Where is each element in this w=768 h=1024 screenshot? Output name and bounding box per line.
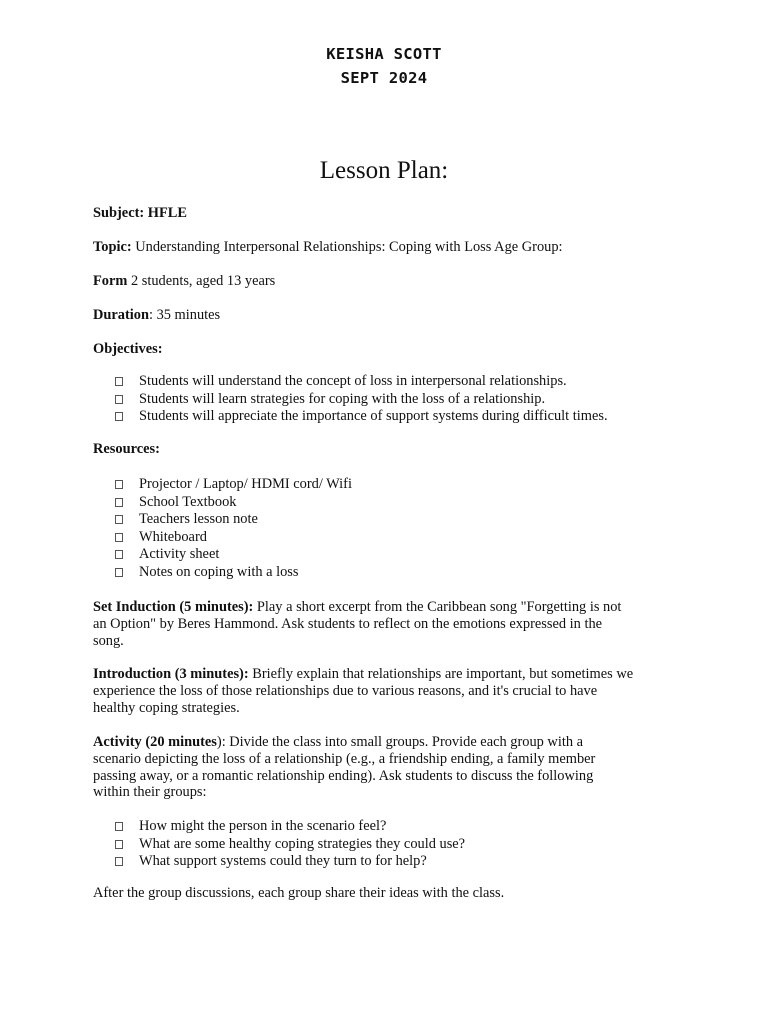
topic-label: Topic: <box>93 239 132 255</box>
resources-label: Resources: <box>93 441 160 457</box>
checkbox-bullet-icon <box>115 550 123 559</box>
form-line <box>93 273 693 290</box>
set-induction-paragraph <box>93 599 693 649</box>
checkbox-bullet-icon <box>115 480 123 489</box>
list-item <box>115 853 465 871</box>
list-item <box>115 373 608 391</box>
resources-heading <box>93 441 693 458</box>
form-label: Form <box>93 273 128 289</box>
list-item-text: How might the person in the scenario feel? <box>139 818 387 834</box>
checkbox-bullet-icon <box>115 857 123 866</box>
checkbox-bullet-icon <box>115 840 123 849</box>
list-item-text: Teachers lesson note <box>139 511 258 527</box>
duration-text: : 35 minutes <box>148 307 221 323</box>
activity-label: Activity (20 minutes <box>93 734 217 750</box>
paragraph-line: song. <box>93 632 124 649</box>
author-name: KEISHA SCOTT <box>326 45 442 63</box>
introduction-label: Introduction (3 minutes): <box>93 666 249 682</box>
paragraph-text: Briefly explain that relationships are important, but sometimes we <box>248 666 634 682</box>
list-item-text: Activity sheet <box>139 546 220 562</box>
list-item <box>115 476 352 494</box>
list-item-text: What are some healthy coping strategies they could use? <box>139 835 466 852</box>
objectives-label: Objectives: <box>93 341 163 357</box>
duration-label: Duration <box>93 307 149 323</box>
checkbox-bullet-icon <box>115 412 123 421</box>
list-item-text: Students will learn strategies for coping with the loss of a relationship. <box>139 390 546 407</box>
list-item-text: What support systems could they turn to for help? <box>139 853 427 869</box>
paragraph-line: an Option" by Beres Hammond. Ask students to reflect on the emotions expressed in the <box>93 615 603 632</box>
list-item <box>115 836 465 854</box>
paragraph-line: scenario depicting the loss of a relationship (e.g., a friendship ending, a family member <box>93 750 596 767</box>
checkbox-bullet-icon <box>115 377 123 386</box>
checkbox-bullet-icon <box>115 395 123 404</box>
resources-list <box>115 476 352 581</box>
document-date: SEPT 2024 <box>340 69 428 87</box>
list-item-text: Notes on coping with a loss <box>139 563 299 580</box>
list-item <box>115 818 465 836</box>
paragraph-line <box>93 599 693 616</box>
paragraph-line <box>93 734 693 751</box>
paragraph-line <box>93 666 693 683</box>
duration-line <box>93 307 693 324</box>
list-item <box>115 546 352 564</box>
checkbox-bullet-icon <box>115 533 123 542</box>
activity-paragraph <box>93 734 693 801</box>
list-item-text: Whiteboard <box>139 528 207 545</box>
subject-line <box>93 205 693 222</box>
objectives-list <box>115 373 608 426</box>
paragraph-line: healthy coping strategies. <box>93 699 240 716</box>
set-induction-label: Set Induction (5 minutes): <box>93 599 254 615</box>
list-item-text: Students will appreciate the importance of support systems during difficult times. <box>139 408 608 424</box>
list-item-text: Students will understand the concept of loss in interpersonal relationships. <box>139 373 567 389</box>
checkbox-bullet-icon <box>115 498 123 507</box>
objectives-heading <box>93 341 693 358</box>
topic-line <box>93 239 693 256</box>
paragraph-text: Play a short excerpt from the Caribbean song "Forgetting is not <box>253 599 622 615</box>
list-item <box>115 564 352 582</box>
paragraph-line: experience the loss of those relationships due to various reasons, and it's crucial to have <box>93 682 598 699</box>
paragraph-line: passing away, or a romantic relationship ending). Ask students to discuss the following <box>93 767 594 784</box>
paragraph-line: within their groups: <box>93 784 207 801</box>
page-title: Lesson Plan: <box>319 157 449 184</box>
list-item-text: Projector / Laptop/ HDMI cord/ Wifi <box>139 476 352 492</box>
list-item <box>115 494 352 512</box>
closing-paragraph: After the group discussions, each group share their ideas with the class. <box>93 885 505 901</box>
list-item <box>115 391 608 409</box>
subject-label: Subject: HFLE <box>93 205 187 221</box>
list-item <box>115 511 352 529</box>
list-item <box>115 408 608 426</box>
form-text: 2 students, aged 13 years <box>127 273 276 289</box>
list-item <box>115 529 352 547</box>
topic-text: Understanding Interpersonal Relationships: Coping with Loss Age Group: <box>131 239 563 255</box>
checkbox-bullet-icon <box>115 822 123 831</box>
list-item-text: School Textbook <box>139 493 237 510</box>
paragraph-text: ): Divide the class into small groups. Provide each group with a <box>216 734 583 750</box>
activity-questions-list <box>115 818 465 871</box>
checkbox-bullet-icon <box>115 568 123 577</box>
introduction-paragraph <box>93 666 693 716</box>
checkbox-bullet-icon <box>115 515 123 524</box>
